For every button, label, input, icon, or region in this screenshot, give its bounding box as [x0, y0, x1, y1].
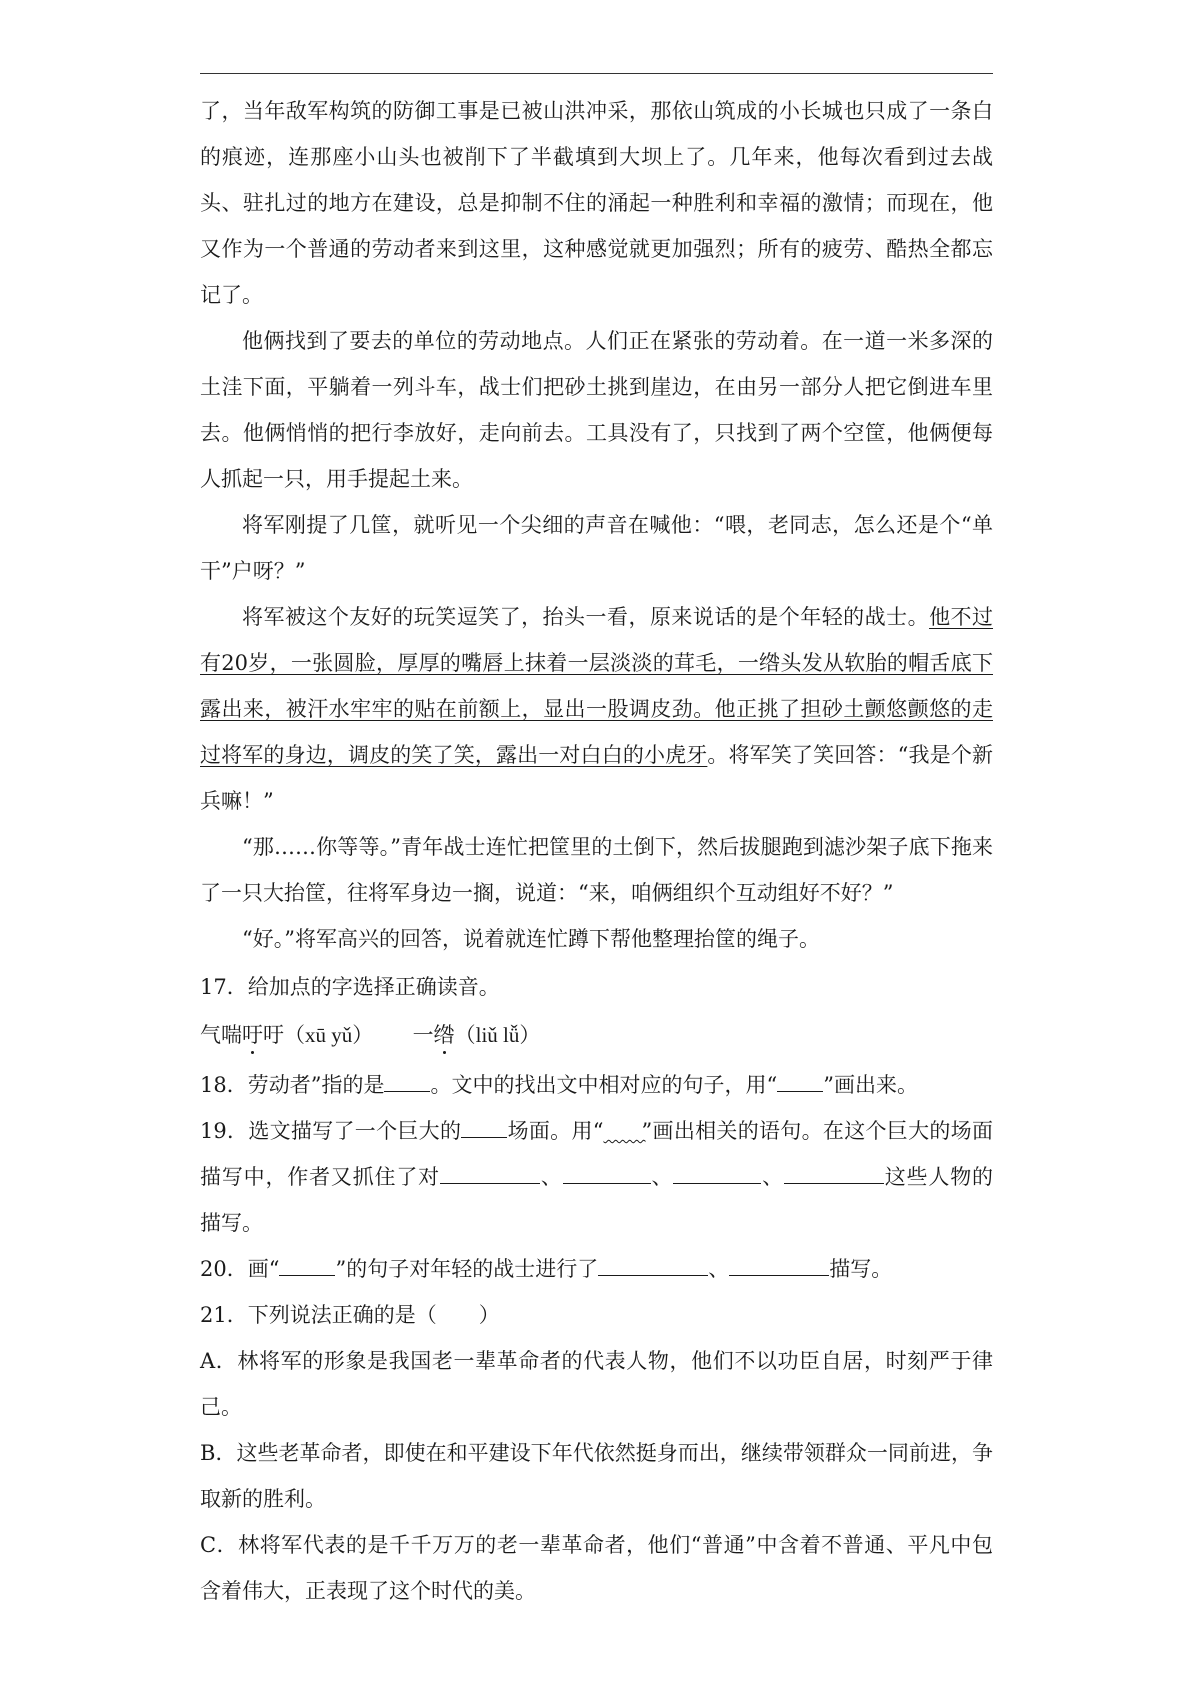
passage-paragraph-6: “好。”将军高兴的回答，说着就连忙蹲下帮他整理抬筐的绳子。	[242, 927, 820, 951]
q18-part-a: 18．劳动者”指的是	[200, 1073, 385, 1097]
passage-paragraph-5: “那……你等等。”青年战士连忙把筐里的土倒下，然后拔腿跑到滤沙架子底下拖来了一只大抬筐，往将军身边一搁，说道：“来，咱俩组织个互动组好不好？”	[200, 835, 993, 905]
q19-blank-2[interactable]	[440, 1163, 540, 1184]
q17-word1-pre: 气喘	[200, 1023, 242, 1047]
q20-part-a: 20．画“	[200, 1257, 280, 1281]
q20-mark-blank	[279, 1255, 335, 1276]
q19-sep-1: 、	[540, 1165, 563, 1189]
q17-word1-post: 吁（xū yǔ）	[263, 1023, 374, 1047]
q19-blank-5[interactable]	[784, 1163, 884, 1184]
q20-sep: 、	[708, 1257, 730, 1281]
q20-part-b: ”的句子对年轻的战士进行了	[335, 1257, 599, 1281]
passage-paragraph-2: 他俩找到了要去的单位的劳动地点。人们正在紧张的劳动着。在一道一米多深的土洼下面，平躺着一列斗车，战士们把砂土挑到崖边，在由另一部分人把它倒进车里去。他俩悄悄的把行李放好，走向前去。工具没有了，只找到了两个空筐，他俩便每人抓起一只，用手提起土来。	[200, 329, 993, 491]
q18-part-c: ”画出来。	[823, 1073, 918, 1097]
document-body	[200, 88, 993, 1614]
q19-wavy-mark	[604, 1108, 642, 1154]
q17-word2-pre: 一	[412, 1023, 434, 1047]
q20-blank-1[interactable]	[598, 1255, 708, 1276]
passage-p4-lead: 将军被这个友好的玩笑逗笑了，抬头一看，原来说话的是个年轻的战士。	[242, 605, 930, 629]
passage-paragraph-1: 了，当年敌军构筑的防御工事是已被山洪冲采，那依山筑成的小长城也只成了一条白的痕迹，连那座小山头也被削下了半截填到大坝上了。几年来，他每次看到过去战头、驻扎过的地方在建设，总是抑制不住的涌起一种胜利和幸福的激情；而现在，他又作为一个普通的劳动者来到这里，这种感觉就更加强烈；所有的疲劳、酷热全都忘记了。	[200, 99, 993, 307]
passage-paragraph-3: 将军刚提了几筐，就听见一个尖细的声音在喊他：“喂，老同志，怎么还是个“单干”户呀？”	[200, 513, 993, 583]
header-rule	[200, 73, 993, 74]
q19-sep-3: 、	[761, 1165, 784, 1189]
q19-part-b: 场面。用“	[507, 1119, 604, 1143]
question-20	[200, 1246, 993, 1292]
q20-blank-2[interactable]	[729, 1255, 829, 1276]
q19-blank-4[interactable]	[673, 1163, 761, 1184]
q17-word2-post: （liǔ lǚ）	[454, 1023, 541, 1047]
q18-part-b: 。文中的找出文中相对应的句子，用“	[430, 1073, 778, 1097]
question-17: 17．给加点的字选择正确读音。	[200, 975, 500, 999]
q18-blank-2[interactable]	[777, 1071, 823, 1092]
q19-sep-2: 、	[650, 1165, 674, 1189]
q19-blank-1[interactable]	[461, 1117, 507, 1138]
underlined-sentence: 他不过有20岁，一张圆脸，厚厚的嘴唇上抹着一层淡淡的茸毛，一绺头发从软胎的帽舌底下露出来，被汗水牢牢的贴在前额上，显出一股调皮劲。他正挑了担砂土颤悠颤悠的走过将军的身边，调皮的笑了笑，露出一对白白的小虎牙	[200, 605, 994, 767]
question-19	[200, 1108, 993, 1246]
option-b[interactable]: B．这些老革命者，即使在和平建设下年代依然挺身而出，继续带领群众一同前进，争取新的胜利。	[200, 1441, 993, 1511]
question-17-words	[200, 1012, 993, 1058]
q19-part-c: ”画出相关的语句。在这个巨大的场面描写中，作者又抓住了对	[200, 1119, 993, 1189]
dotted-char-liu: 绺	[434, 1012, 455, 1058]
q19-part-a: 19．选文描写了一个巨大的	[200, 1119, 462, 1143]
option-a[interactable]: A．林将军的形象是我国老一辈革命者的代表人物，他们不以功臣自居，时刻严于律己。	[200, 1349, 993, 1419]
passage-p4-tail: 。将军笑了笑回答：“我是个新兵嘛！”	[200, 743, 993, 813]
q19-blank-3[interactable]	[563, 1163, 651, 1184]
dotted-char-xu: 吁	[242, 1012, 263, 1058]
q20-part-c: 描写。	[829, 1257, 893, 1281]
passage-paragraph-4	[200, 594, 993, 824]
q19-part-d: 这些人物的描写。	[200, 1165, 994, 1235]
question-21: 21．下列说法正确的是（ ）	[200, 1303, 500, 1327]
question-18	[200, 1062, 993, 1108]
option-c[interactable]: C．林将军代表的是千千万万的老一辈革命者，他们“普通”中含着不普通、平凡中包含着伟大，正表现了这个时代的美。	[200, 1533, 993, 1603]
q18-blank-1[interactable]	[384, 1071, 430, 1092]
